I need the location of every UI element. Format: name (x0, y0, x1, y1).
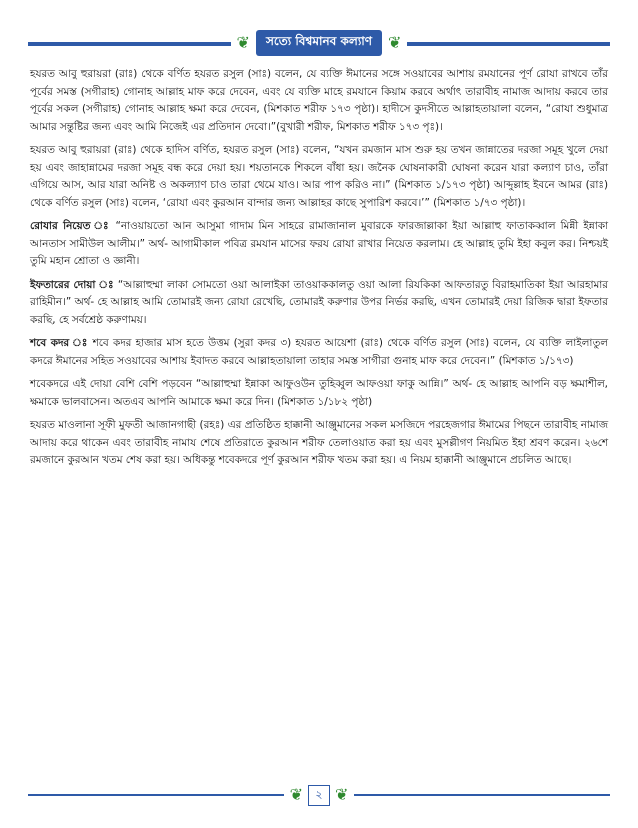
header-banner (231, 30, 408, 56)
paragraph-text: “আল্লাহুম্মা লাকা সোমতো ওয়া আলাইকা তাওয়াককালতু ওয়া আলা রিযকিকা আফতারতু বিরাহমাতিকা ইয়া আরহামার রাহিমীন।” অর্থ- হে আল্লাহ আমি তোমারই জন্য রোযা রেখেছি, তোমারই করুণার উপর নির্ভর করছি, এখন তোমারই দেয়া রিজিক দ্বারা ইফতার করছি, হে সর্বশ্রেষ্ঠ করুণাময়। (30, 278, 609, 326)
paragraph-text: “নাওয়ায়তো আন আসুমা গাদাম মিন সাহরে রামাজানাল মুবারকে ফারজাল্লাকা ইয়া আল্লাহু ফাতাকব্বাল মিন্নী ইন্নাকা আনতাস সামীউল আলীম।” অর্থ- আগামীকাল পবিত্র রমযান মাসের ফরয রোযা রাখার নিয়েত করলাম। হে আল্লাহ তুমি ইহা কবুল কর। নিশ্চয়ই তুমি মহান শ্রোতা ও জ্ঞানী। (30, 220, 608, 267)
leaf-ornament-icon: ❦ (289, 785, 303, 804)
paragraph (30, 142, 608, 212)
paragraph-text: শবেকদরে এই দোয়া বেশি বেশি পড়বেন “আল্লাহুম্মা ইন্নাকা আফুওউন তুহিব্বুল আফওয়া ফাকু আন্নি।” অর্থ- হে আল্লাহ আপনি বড় ক্ষমাশীল, ক্ষমাকে ভালবাসেন। অতএব আপনি আমাকে ক্ষমা করে দিন। (মিশকাত ১/১৮২ পৃষ্ঠা) (30, 378, 608, 408)
paragraph (30, 66, 608, 136)
paragraph (30, 218, 608, 271)
page-number: ২ (308, 785, 330, 806)
paragraph (30, 335, 608, 370)
page-footer (28, 784, 610, 806)
paragraph-text: হযরত মাওলানা সূফী মুফতী আজানগাছী (রহঃ) এর প্রতিষ্ঠিত হাক্কানী আঞ্জুমানের সকল মসজিদে পরহেজগার ঈমামের পিছনে তারাবীহ নামাজ আদায় করে থাকেন এবং তারাবীহ নামায শেষে প্রতিরাতে কুরআন শরীফ তেলাওয়াত করা হয় এবং মুসল্লীগণ নিয়মিত ইহা শ্রবণ করেন। ২৬শে রমজানে কুরআন খতম শেষ করা হয়। অধিকন্তু শবেকদরে পূর্ণ কুরআন শরীফ খতম করা হয়। এ নিয়ম হাক্কানী আঞ্জুমানে প্রচলিত আছে। (30, 419, 608, 466)
page-header (28, 30, 610, 56)
header-title: সত্যে বিশ্বমানব কল্যাণ (256, 30, 382, 56)
paragraph-text: শবে কদর হাজার মাস হতে উত্তম (সুরা কদর ৩) হযরত আয়েশা (রাঃ) থেকে বর্ণিত রসুল (সাঃ) বলেন, যে ব্যক্তি লাইলাতুল কদরে ঈমানের সহিত সওয়াবের আশায় ইবাদত করবে আল্লাহতায়ালা তাহার সমস্ত সাগীরা গুনাহ মাফ করে দেবেন।” (মিশকাত ১/১৭৩) (30, 337, 608, 367)
leaf-ornament-icon: ❦ (388, 33, 402, 52)
paragraph-lead: শবে কদর ঃ (30, 337, 89, 349)
leaf-ornament-icon: ❦ (236, 33, 250, 52)
paragraph (30, 417, 608, 470)
paragraph-text: হযরত আবু হুরায়রা (রাঃ) থেকে বর্ণিত হযরত রসুল (সাঃ) বলেন, যে ব্যক্তি ঈমানের সঙ্গে সওয়াবের আশায় রমযানের পূর্ণ রোযা রাখবে তাঁর পূর্বের সমস্ত (সগীরাহ) গোনাহ আল্লাহ মাফ করে দেবেন, এবং যে ব্যক্তি মাহে রমযানে কিয়াম করবে অর্থাৎ তারাবীহ নামাজ আদায় করবে তার পূর্বের সকল (সগীরাহ) গোনাহ আল্লাহ ক্ষমা করে দেবেন, (মিশকাত শরীফ ১৭৩ পৃষ্ঠা)। হাদীসে কুদসীতে আল্লাহতায়ালা বলেন, “রোযা শুধুমাত্র আমার সন্তুষ্টির জন্য এবং আমি নিজেই এর প্রতিদান দেবো।”(বুখারী শরীফ, মিশকাত শরীফ ১৭৩ পৃঃ)। (30, 68, 608, 133)
paragraph-lead: ইফতারের দোয়া ঃ (30, 278, 115, 291)
footer-banner (284, 785, 355, 806)
leaf-ornament-icon: ❦ (335, 785, 349, 804)
paragraph-lead: রোযার নিয়েত ঃ (30, 220, 111, 232)
paragraph (30, 277, 608, 330)
article-body (30, 66, 608, 476)
paragraph-text: হযরত আবু হুরায়রা (রাঃ) থেকে হাদিস বর্ণিত, হযরত রসুল (সাঃ) বলেন, “যখন রমজান মাস শুরু হয় তখন জান্নাতের দরজা সমূহ খুলে দেয়া হয় এবং জাহান্নামের দরজা সমূহ বন্ধ করে দেয়া হয়। শয়তানকে শিকলে বাঁধা হয়। জনৈক ঘোষনাকারী ঘোষনা করেন যারা কল্যাণ চাও, তাঁরা এগিয়ে আস, আর যারা অনিষ্ট ও অকল্যাণ চাও তারা থেমে যাও। আর পাপ করিও না।” (মিশকাত ১/১৭৩ পৃষ্ঠা) আব্দুল্লাহ ইবনে আমর (রাঃ) থেকে বর্ণিত রসুল (সাঃ) বলেন, ‘রোযা এবং কুরআন বান্দার জন্য আল্লাহর কাছে সুপারিশ করবে।’” (মিশকাত ১/৭৩ পৃষ্ঠা)। (30, 144, 608, 209)
paragraph (30, 376, 608, 411)
